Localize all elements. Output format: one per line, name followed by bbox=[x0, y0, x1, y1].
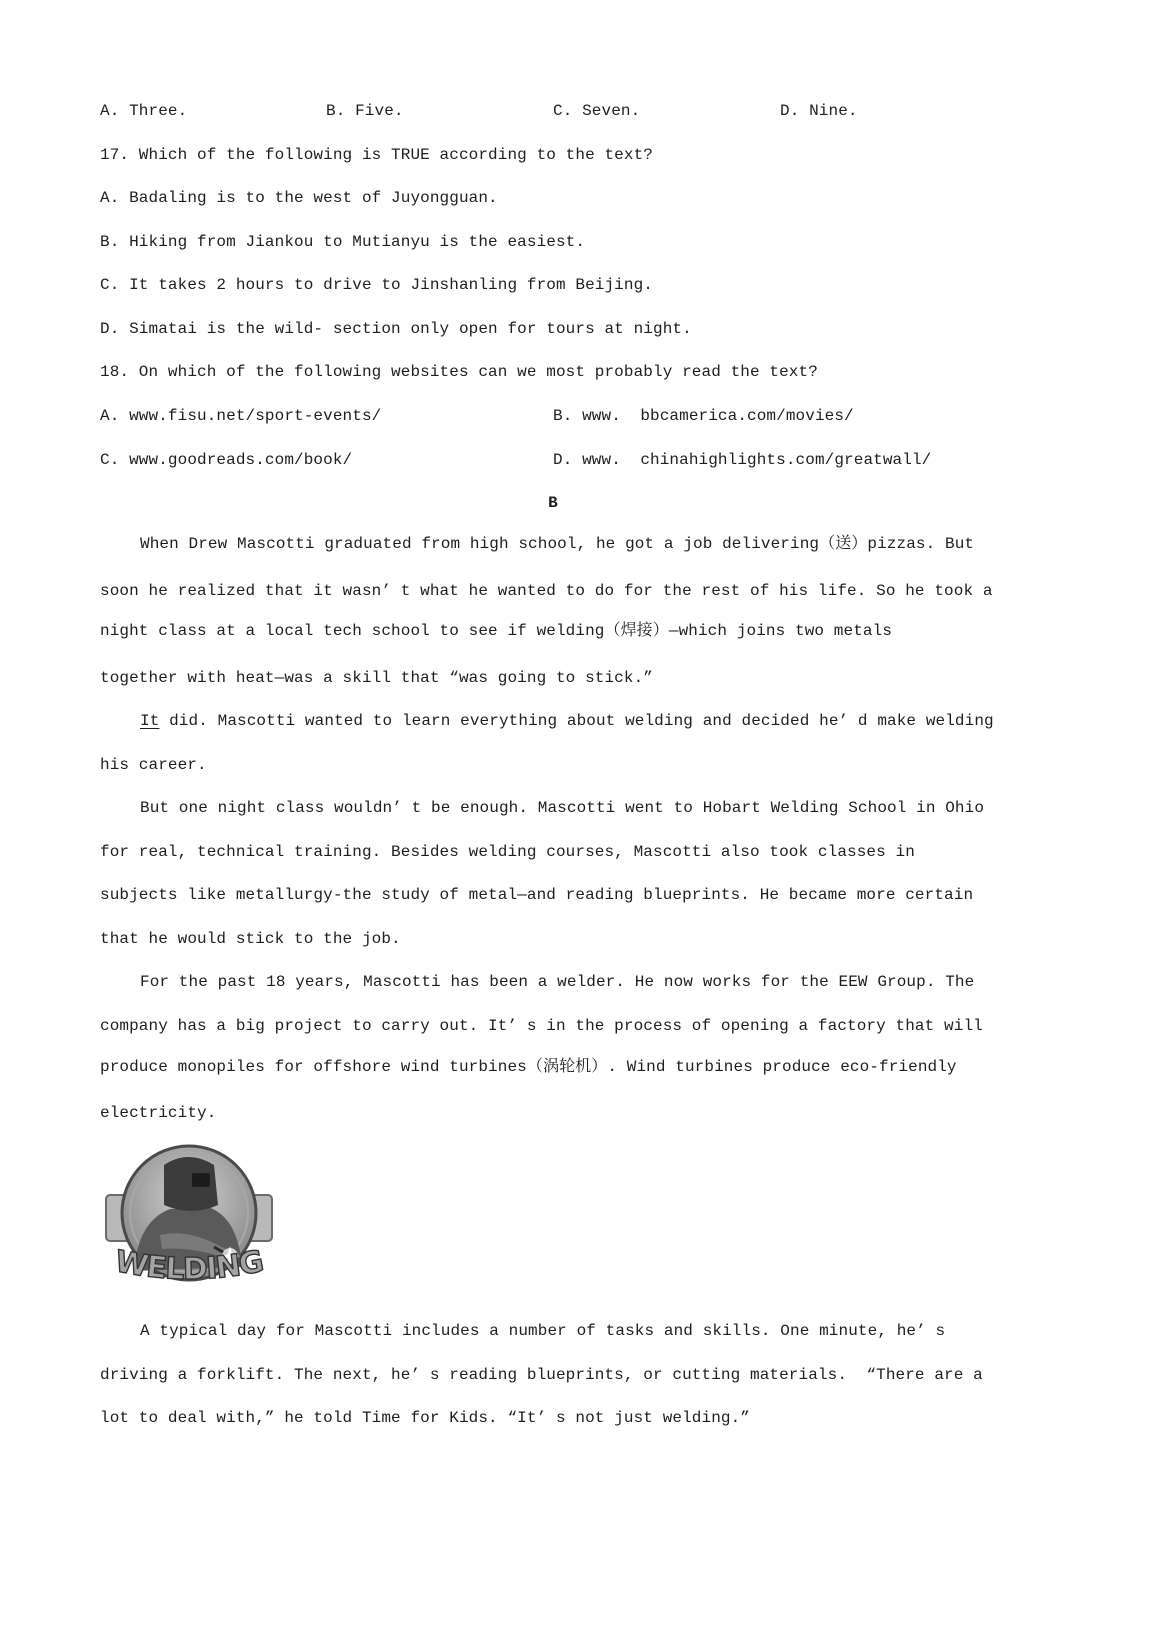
q17-option-d: D. Simatai is the wild- section only open for tours at night. bbox=[100, 320, 692, 338]
paragraph-1-line-4: together with heat—was a skill that “was going to stick.” bbox=[100, 669, 653, 687]
q17-stem: 17. Which of the following is TRUE according to the text? bbox=[100, 146, 653, 164]
q16-option-a: A. Three. bbox=[100, 102, 188, 120]
q18-option-c: C. www.goodreads.com/book/ bbox=[100, 451, 353, 469]
paragraph-3-line-4: that he would stick to the job. bbox=[100, 930, 401, 948]
paragraph-2-line-1 bbox=[140, 711, 994, 731]
paragraph-4-line-2: company has a big project to carry out. It’ s in the process of opening a factory that will bbox=[100, 1017, 983, 1035]
paragraph-3-line-1: But one night class wouldn’ t be enough. Mascotti went to Hobart Welding School in Ohio bbox=[140, 799, 985, 817]
paragraph-4-line-3: produce monopiles for offshore wind turbines（涡轮机）. Wind turbines produce eco-friendly bbox=[100, 1058, 957, 1076]
q16-option-c: C. Seven. bbox=[553, 102, 641, 120]
welder-logo-graphic bbox=[104, 1143, 274, 1293]
q16-option-b: B. Five. bbox=[326, 102, 404, 120]
paragraph-1-line-2: soon he realized that it wasn’ t what he wanted to do for the rest of his life. So he took a bbox=[100, 582, 993, 600]
paragraph-2-line-2: his career. bbox=[100, 756, 207, 774]
paragraph-5-line-1: A typical day for Mascotti includes a number of tasks and skills. One minute, he’ s bbox=[140, 1322, 946, 1340]
paragraph-4-line-4: electricity. bbox=[100, 1104, 217, 1122]
q18-option-b: B. www. bbcamerica.com/movies/ bbox=[553, 407, 854, 425]
paragraph-3-line-3: subjects like metallurgy-the study of metal—and reading blueprints. He became more certain bbox=[100, 886, 974, 904]
paragraph-2-line-1-text: did. Mascotti wanted to learn everything about welding and decided he’ d make welding bbox=[159, 712, 994, 730]
welder-visor bbox=[192, 1173, 210, 1187]
q17-option-c: C. It takes 2 hours to drive to Jinshanling from Beijing. bbox=[100, 276, 653, 294]
paragraph-1-line-1: When Drew Mascotti graduated from high school, he got a job delivering（送）pizzas. But bbox=[140, 535, 975, 553]
logo-text-path: WELDING bbox=[112, 1244, 266, 1288]
q17-option-a: A. Badaling is to the west of Juyongguan. bbox=[100, 189, 498, 207]
paragraph-4-line-1: For the past 18 years, Mascotti has been a welder. He now works for the EEW Group. The bbox=[140, 973, 975, 991]
paragraph-5-line-2: driving a forklift. The next, he’ s reading blueprints, or cutting materials. “There are a bbox=[100, 1366, 983, 1384]
q18-option-a: A. www.fisu.net/sport-events/ bbox=[100, 407, 382, 425]
paragraph-3-line-2: for real, technical training. Besides welding courses, Mascotti also took classes in bbox=[100, 843, 915, 861]
welder-logo-icon bbox=[104, 1143, 274, 1293]
paragraph-5-line-3: lot to deal with,” he told Time for Kids. “It’ s not just welding.” bbox=[100, 1409, 751, 1427]
paragraph-1-line-3: night class at a local tech school to see if welding（焊接）—which joins two metals bbox=[100, 622, 893, 640]
q18-stem: 18. On which of the following websites can we most probably read the text? bbox=[100, 363, 818, 381]
section-heading-b: B bbox=[548, 494, 558, 512]
q18-option-d: D. www. chinahighlights.com/greatwall/ bbox=[553, 451, 932, 469]
q16-option-d: D. Nine. bbox=[780, 102, 858, 120]
underlined-word-it: It bbox=[140, 712, 160, 730]
q17-option-b: B. Hiking from Jiankou to Mutianyu is the easiest. bbox=[100, 233, 586, 251]
